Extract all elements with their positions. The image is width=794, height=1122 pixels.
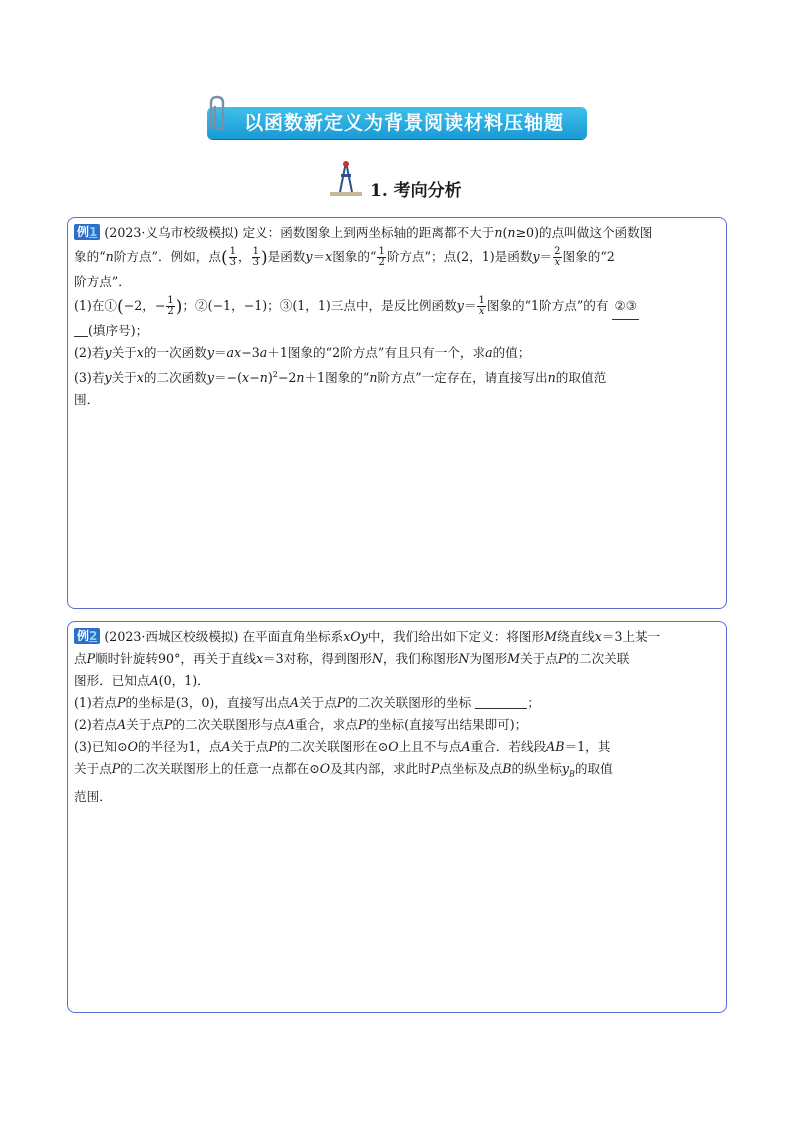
example-1-content: 例1 (2023·义乌市校级模拟) 定义：函数图象上到两坐标轴的距离都不大于n(n≥0)的点叫做这个函数图 象的“n阶方点”．例如，点( $\frac{1}{3}$ ， $\frac{1}{3}$ )是函数y＝x图象的“ $\frac{1}{2}$ 阶方点”；点(2，1)是函数y＝ $\frac{2}{x}$ 图象的“2 阶方点”． (1)在①(−2，− $\frac{1}{2}$ )；②(−1，−1)；③(1，1)三点中，是反比例函数y＝ $\frac{1}{x}$ 图象的“1阶方点”的有 ②③ (填序号)； (2)若y关于x的一次函数y＝ax−3a＋1图象的“2阶方点”有且只有一个，求a的值； (3)若y关于x的二次函数$y=-(x-n)^2-2n+1$图象的“n阶方点”一定存在，请直接写出n的取值范 围． [74, 225, 653, 408]
example-tag: 例1 [74, 224, 100, 240]
example-2-content: 例2 (2023·西城区校级模拟) 在平面直角坐标系xOy中，我们给出如下定义：将图形M绕直线x＝3上某一 点P顺时针旋转90°，再关于直线x＝3对称，得到图形N，我们称图形N为图形M关于点P的二次关联 图形．已知点A(0，1)． (1)若点P的坐标是(3，0)，直接写出点A关于点P的二次关联图形的坐标 ； (2)若点A关于点P的二次关联图形与点A重合，求点P的坐标(直接写出结果即可)； (3)已知⊙O的半径为1，点A关于点P的二次关联图形在⊙O上且不与点A重合．若线段AB＝1，其 关于点P的二次关联图形上的任意一点都在⊙O及其内部，求此时P点坐标及点B的纵坐标$y_B$的取值 范围． [74, 629, 661, 804]
banner-title: 以函数新定义为背景阅读材料压轴题 [243, 112, 564, 134]
example-tag: 例2 [74, 628, 100, 644]
section-title: 1. 考向分析 [370, 181, 462, 201]
example-source: (2023·义乌市校级模拟) [104, 225, 239, 240]
compass-icon [328, 158, 364, 198]
example-2-box [67, 621, 727, 1013]
answer-blank-q1 [475, 696, 527, 709]
title-banner [207, 107, 587, 139]
example-source: (2023·西城区校级模拟) [104, 629, 239, 644]
example-1-box [67, 217, 727, 609]
answer-blank-q1: ②③ [612, 293, 639, 320]
